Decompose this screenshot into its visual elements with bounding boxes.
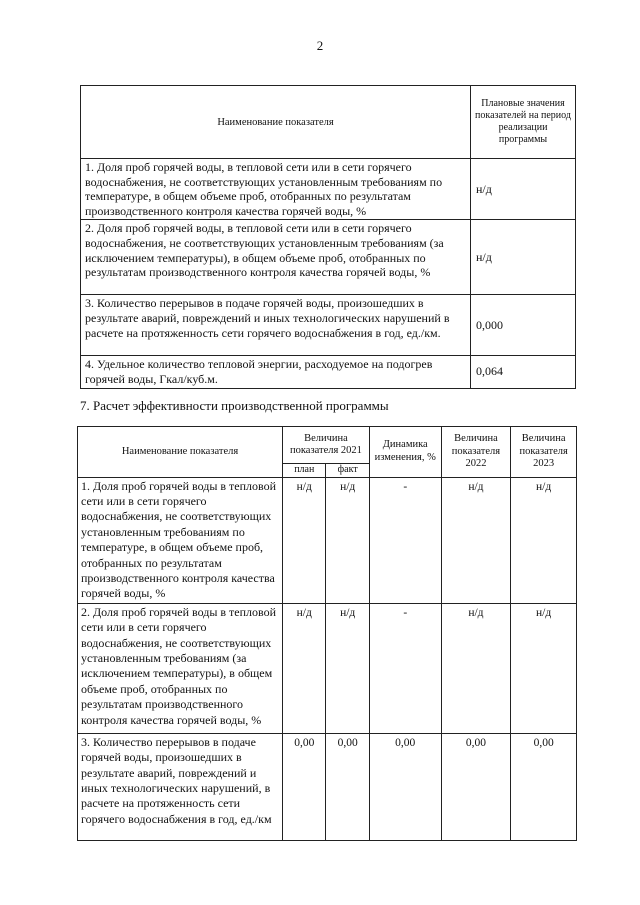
column-header-dynamic: Динамика изменения, %: [369, 427, 441, 478]
value-2023-cell: н/д: [511, 603, 577, 733]
column-header-value-2022: Величина показателя 2022: [441, 427, 511, 478]
fact-value-cell: н/д: [326, 603, 369, 733]
indicator-name-cell: 1. Доля проб горячей воды в тепловой сети или в сети горячего водоснабжения, не соответствующих установленным требованиям по температуре, в общем объеме проб, отобранных по результатам производственного контроля качества горячей воды, %: [78, 477, 283, 603]
indicator-name-cell: 1. Доля проб горячей воды, в тепловой сети или в сети горячего водоснабжения, не соответствующих установленным требованиям по температуре, в общем объеме проб, отобранных по результатам производственного контроля качества горячей воды, %: [81, 159, 471, 220]
indicator-name-cell: 2. Доля проб горячей воды в тепловой сети или в сети горячего водоснабжения, не соответствующих установленным требованиям (за исключением температуры), в общем объеме проб, отобранных по результатам производственного контроля качества горячей воды, %: [78, 603, 283, 733]
indicator-name-cell: 2. Доля проб горячей воды, в тепловой сети или в сети горячего водоснабжения, не соответствующих установленным требованиям (за исключением температуры), в общем объеме проб, отобранных по результатам производственного контроля качества горячей воды, %: [81, 220, 471, 295]
column-header-fact: факт: [326, 464, 369, 478]
indicator-name-cell: 4. Удельное количество тепловой энергии, расходуемое на подогрев горячей воды, Гкал/куб.м.: [81, 356, 471, 388]
plan-value-cell: н/д: [283, 477, 326, 603]
indicator-name-cell: 3. Количество перерывов в подаче горячей воды, произошедших в результате аварий, повреждений и иных технологических нарушений, в расчете на протяженность сети горячего водоснабжения в год, ед./км: [78, 733, 283, 840]
page-number: 2: [316, 38, 324, 53]
table-row: [81, 159, 576, 220]
table-header-row: [78, 427, 577, 464]
column-header-plan: план: [283, 464, 326, 478]
value-2023-cell: н/д: [511, 477, 577, 603]
indicator-value-cell: 0,064: [471, 356, 576, 388]
table-header-row: [81, 86, 576, 159]
value-2023-cell: 0,00: [511, 733, 577, 840]
fact-value-cell: 0,00: [326, 733, 369, 840]
table-row: [81, 356, 576, 388]
dynamic-value-cell: -: [369, 477, 441, 603]
section-title: 7. Расчет эффективности производственной программы: [80, 398, 389, 413]
value-2022-cell: 0,00: [441, 733, 511, 840]
column-header-value-2023: Величина показателя 2023: [511, 427, 577, 478]
dynamic-value-cell: -: [369, 603, 441, 733]
indicator-value-cell: н/д: [471, 159, 576, 220]
indicator-value-cell: 0,000: [471, 295, 576, 356]
table-row: [81, 220, 576, 295]
column-header-planned-values: Плановые значения показателей на период реализации программы: [471, 86, 576, 159]
table-row: [78, 603, 577, 733]
indicator-value-cell: н/д: [471, 220, 576, 295]
plan-value-cell: н/д: [283, 603, 326, 733]
value-2022-cell: н/д: [441, 603, 511, 733]
planned-indicators-table: [80, 85, 576, 389]
efficiency-calculation-table: [77, 426, 577, 841]
column-header-indicator-name: Наименование показателя: [81, 86, 471, 159]
indicator-name-cell: 3. Количество перерывов в подаче горячей воды, произошедших в результате аварий, повреждений и иных технологических нарушений в расчете на протяженность сети горячего водоснабжения в год, ед./км.: [81, 295, 471, 356]
column-header-value-2021: Величина показателя 2021: [283, 427, 370, 464]
table-row: [78, 477, 577, 603]
table-row: [78, 733, 577, 840]
fact-value-cell: н/д: [326, 477, 369, 603]
dynamic-value-cell: 0,00: [369, 733, 441, 840]
value-2022-cell: н/д: [441, 477, 511, 603]
table-row: [81, 295, 576, 356]
plan-value-cell: 0,00: [283, 733, 326, 840]
column-header-indicator-name: Наименование показателя: [78, 427, 283, 478]
